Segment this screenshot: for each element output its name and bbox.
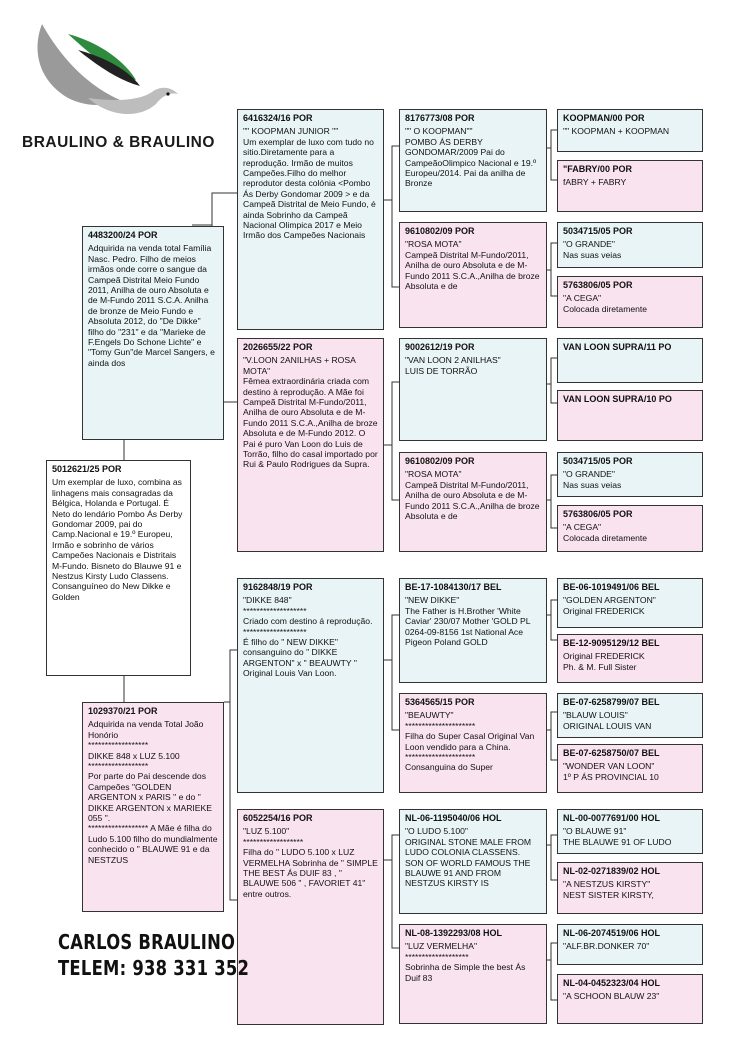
pigeon-card-dam-sire — [237, 578, 384, 793]
pigeon-card-ddss — [557, 809, 703, 854]
ring-number: 9610802/09 POR — [405, 456, 475, 466]
ring-number: NL-06-2074519/06 HOL — [563, 928, 661, 938]
ring-number: VAN LOON SUPRA/10 PO — [563, 394, 672, 404]
pigeon-description: fABRY + FABRY — [563, 177, 627, 188]
pigeon-description: "A SCHOON BLAUW 23" — [563, 991, 660, 1002]
pigeon-card-ssdd — [557, 276, 703, 328]
pigeon-card-ddds — [557, 924, 703, 965]
pigeon-description: "DIKKE 848" ******************* Criado com destino á reprodução. ******************* É filho do " NEW DIKKE" consanguino do " DIKKE ARGENTON" x " BEAUWTY " Original Louis Van Loon. — [243, 595, 373, 679]
pigeon-card-dam — [82, 702, 224, 912]
pigeon-description: "A CEGA" Colocada diretamente — [563, 522, 648, 543]
pigeon-description: "ALF.BR.DONKER 70" — [563, 941, 650, 952]
ring-number: 5763806/05 POR — [563, 280, 633, 290]
ring-number: 5763806/05 POR — [563, 509, 633, 519]
pigeon-description: Um exemplar de luxo, combina as linhagens mais consagradas da Bélgica, Holanda e Portugal. É Neto do lendário Pombo Ás Derby Gondomar 2009, pai do Camp.Nacional e 19.º Europeu, Irmão e sobrinho de vários Campeões Nacionais e Distritais M-Fundo. Bisneto do Blauwe 91 e Nestzus Kirsty Ludo Classens. Consanguíneo do New Dikke e Golden — [52, 477, 183, 602]
ring-number: NL-00-0077691/00 HOL — [563, 813, 661, 823]
pigeon-description: "O LUDO 5.100" ORIGINAL STONE MALE FROM LUDO COLONIA CLASSENS. SON OF WORLD FAMOUS THE BLAUWE 91 AND FROM NESTZUS KIRSTY IS — [405, 826, 532, 889]
pigeon-description: "O BLAUWE 91" THE BLAUWE 91 OF LUDO — [563, 826, 672, 847]
ring-number: NL-04-0452323/04 HOL — [563, 978, 661, 988]
pigeon-card-sire-dam — [237, 338, 384, 552]
pigeon-card-ssss — [557, 109, 703, 152]
pigeon-description: "O GRANDE" Nas suas veias — [563, 239, 622, 260]
pigeon-card-sire-sire — [237, 109, 384, 330]
pigeon-card-dsd — [399, 693, 547, 793]
pigeon-card-sdsd — [557, 390, 703, 441]
contact-phone: TELEM: 938 331 352 — [58, 956, 250, 980]
pigeon-card-dsss — [557, 578, 703, 628]
ring-number: 2026655/22 POR — [243, 342, 313, 352]
pigeon-card-sss — [399, 109, 547, 212]
pigeon-description: "ROSA MOTA" Campeã Distrital M-Fundo/2011, Anilha de ouro Absoluta e de M-Fundo 2011 S.C.A.,Anilha de broze Absoluta e de — [405, 469, 540, 522]
ring-number: NL-02-0271839/02 HOL — [563, 866, 661, 876]
pigeon-card-ddsd — [557, 862, 703, 914]
pigeon-description: "LUZ VERMELHA" ******************* Sobrinha de Simple the best Ás Duif 83 — [405, 941, 526, 983]
pigeon-card-sdss — [557, 338, 703, 383]
pigeon-card-dam-dam — [237, 809, 384, 1025]
pigeon-card-ddd — [399, 924, 547, 1024]
contact-name: CARLOS BRAULINO — [58, 930, 236, 954]
ring-number: 9610802/09 POR — [405, 226, 475, 236]
ring-number: 5034715/05 POR — [563, 226, 633, 236]
ring-number: VAN LOON SUPRA/11 PO — [563, 342, 672, 352]
pigeon-card-subject — [46, 460, 191, 676]
pigeon-description: "LUZ 5.100" ****************** Filha do " LUDO 5.100 x LUZ VERMELHA Sobrinha de " SIMPLE THE BEST Ás DUIF 83 , " BLAUWE 506 " , FAVORIET 41" entre outros. — [243, 826, 378, 899]
pigeon-description: "A NESTZUS KIRSTY" NEST SISTER KIRSTY, — [563, 879, 654, 900]
pigeon-card-sddd — [557, 505, 703, 552]
pigeon-card-dsdd — [557, 744, 703, 793]
pigeon-card-sssd — [557, 160, 703, 212]
pigeon-card-dsds — [557, 693, 703, 738]
ring-number: 4483200/24 POR — [88, 230, 158, 240]
pigeon-description: "A CEGA" Colocada diretamente — [563, 293, 648, 314]
ring-number: 6052254/16 POR — [243, 813, 313, 823]
pigeon-description: "WONDER VAN LOON" 1º P ÁS PROVINCIAL 10 — [563, 761, 659, 782]
ring-number: 6416324/16 POR — [243, 113, 313, 123]
pigeon-description: "" O KOOPMAN"" POMBO ÁS DERBY GONDOMAR/2009 Pai do CampeãoOlimpico Nacional e 19.º Europeu/2014. Pai da anilha de Bronze — [405, 126, 537, 189]
ring-number: BE-17-1084130/17 BEL — [405, 582, 502, 592]
pigeon-description: "ROSA MOTA" Campeã Distrital M-Fundo/2011, Anilha de ouro Absoluta e de M-Fundo 2011 S.C.A.,Anilha de broze Absoluta e de — [405, 239, 540, 292]
pigeon-card-ssd — [399, 222, 547, 328]
pigeon-card-sdds — [557, 452, 703, 497]
ring-number: 5012621/25 POR — [52, 464, 122, 474]
ring-number: KOOPMAN/00 POR — [563, 113, 645, 123]
pigeon-description: Adquirida na venda total Família Nasc. Pedro. Filho de meios irmãos onde corre o sangue da Campeã Distrital Meio Fundo 2011, Anilha de ouro Absoluta e de M-Fundo 2011 S.C.A. Anilha de bronze de Meio Fundo e Absoluta 2012, do "De Dikke" filho do "231" e da "Marieke de F.Engels Do Schone Lichte" e "Tomy Gun"de Marcel Sangers, e ainda dos — [88, 243, 215, 368]
pigeon-description: "NEW DIKKE" The Father is H.Brother 'White Caviar' 230/07 Mother 'GOLD PL 0264-09-8156 1st National Ace Pigeon Poland GOLD — [405, 595, 531, 648]
pigeon-description: Adquirida na venda Total João Honório ****************** DIKKE 848 x LUZ 5.100 ****************** Por parte do Pai descende dos Campeões "GOLDEN ARGENTON x PARIS " e do " DIKKE ARGENTON x MARIEKE 055 ". ****************** A Mãe é filha do Ludo 5.100 filho do mundialmente conhecido o " BLAUWE 91 e da NESTZUS — [88, 719, 218, 865]
pigeon-description: "O GRANDE" Nas suas veias — [563, 469, 622, 490]
pigeon-description: "" KOOPMAN + KOOPMAN — [563, 126, 670, 137]
ring-number: BE-07-6258750/07 BEL — [563, 748, 660, 758]
pigeon-description: "V.LOON 2ANILHAS + ROSA MOTA" Fêmea extraordinária criada com destino à reprodução. A Mãe foi Campeã Distrital M-Fundo/2011, Anilha de ouro Absoluta e de M-Fundo 2011 S.C.A.,Anilha de broze Absoluta e de M-Fundo 2012. O Pai é puro Van Loon do Luis de Torrão, filho do casal importado por Rui & Paulo Rodrigues da Supra. — [243, 355, 378, 470]
pigeon-description: "BLAUW LOUIS" ORIGINAL LOUIS VAN — [563, 710, 652, 731]
pigeon-description: "GOLDEN ARGENTON" Original FREDERICK — [563, 595, 656, 616]
pigeon-description: Original FREDERICK Ph. & M. Full Sister — [563, 651, 645, 672]
brand-name: BRAULINO & BRAULINO — [22, 134, 215, 151]
pigeon-card-sds — [399, 338, 547, 441]
pigeon-description: "BEAUWTY" ********************* Filha do Super Casal Original Van Loon vendido para a China. ********************* Consanguina do Super — [405, 710, 535, 773]
pigeon-card-dds — [399, 809, 547, 914]
pigeon-card-sire — [82, 226, 224, 440]
pigeon-card-dssd — [557, 634, 703, 683]
pigeon-description: "" KOOPMAN JUNIOR "" Um exemplar de luxo com tudo no sitio.Diretamente para a reprodução. Irmão de muitos Campeões.Filho do melhor reprodutor desta colónia <Pombo Ás Derby Gondomar 2009 > e da Campeã Distrital de Meio Fundo, é ainda Sobrinho da Campeã Nacional Olimpica 2017 e Meio Irmão dos Campeões Nacionais — [243, 126, 376, 241]
pigeon-card-dddd — [557, 974, 703, 1024]
ring-number: NL-06-1195040/06 HOL — [405, 813, 502, 823]
pigeon-card-dss — [399, 578, 547, 683]
ring-number: 1029370/21 POR — [88, 706, 158, 716]
ring-number: 5364565/15 POR — [405, 697, 475, 707]
ring-number: 8176773/08 POR — [405, 113, 475, 123]
ring-number: 5034715/05 POR — [563, 456, 633, 466]
pigeon-description: "VAN LOON 2 ANILHAS" LUIS DE TORRÃO — [405, 355, 501, 376]
ring-number: BE-06-1019491/06 BEL — [563, 582, 660, 592]
ring-number: NL-08-1392293/08 HOL — [405, 928, 503, 938]
ring-number: BE-07-6258799/07 BEL — [563, 697, 660, 707]
ring-number: 9002612/19 POR — [405, 342, 475, 352]
pigeon-card-sdd — [399, 452, 547, 552]
ring-number: 9162848/19 POR — [243, 582, 313, 592]
ring-number: "FABRY/00 POR — [563, 164, 632, 174]
ring-number: BE-12-9095129/12 BEL — [563, 638, 660, 648]
pigeon-card-ssds — [557, 222, 703, 268]
